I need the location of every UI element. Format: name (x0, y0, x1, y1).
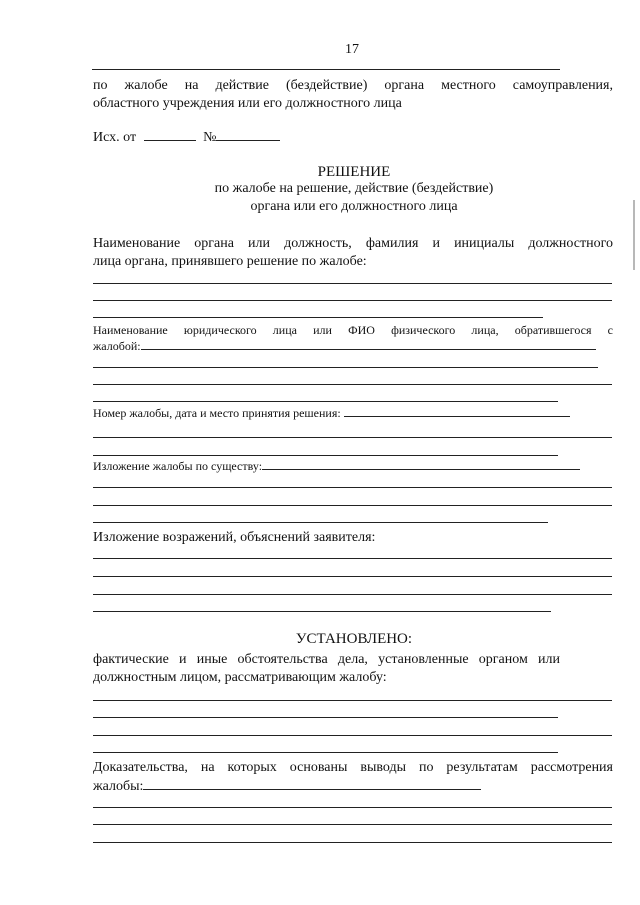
evidence-fill-line[interactable] (93, 842, 612, 843)
applicant-inline-field[interactable] (141, 339, 596, 350)
header-line-2: областного учреждения или его должностного лица (93, 96, 402, 111)
complaint-essence-row (93, 459, 580, 474)
evidence-fill-line[interactable] (93, 824, 612, 825)
established-fill-line[interactable] (93, 752, 558, 753)
decision-subtitle-1: по жалобе на решение, действие (бездействие) (214, 181, 494, 196)
outgoing-prefix: Исх. от (93, 130, 137, 145)
established-fill-line[interactable] (93, 717, 558, 718)
authority-fill-line[interactable] (93, 283, 612, 284)
complaint-number-row (93, 406, 570, 421)
established-title: УСТАНОВЛЕНО: (295, 631, 413, 647)
page-number: 17 (345, 42, 359, 57)
objections-fill-line[interactable] (93, 558, 612, 559)
authority-fill-line[interactable] (93, 300, 612, 301)
header-rule (92, 69, 560, 70)
outgoing-number-sign: № (203, 130, 217, 145)
authority-fill-line[interactable] (93, 317, 543, 318)
applicant-fill-line[interactable] (93, 367, 598, 368)
evidence-inline-field[interactable] (143, 777, 481, 790)
applicant-label-line-2 (93, 339, 596, 354)
evidence-line-2 (93, 777, 481, 796)
complaint-essence-fill-line[interactable] (93, 487, 612, 488)
header-line-1: по жалобе на действие (бездействие) органа местного самоуправления, (93, 78, 613, 93)
objections-fill-line[interactable] (93, 576, 612, 577)
applicant-fill-line[interactable] (93, 384, 612, 385)
established-fill-line[interactable] (93, 735, 612, 736)
applicant-label-text: жалобой: (93, 339, 141, 353)
decision-title: РЕШЕНИЕ (317, 164, 391, 180)
applicant-fill-line[interactable] (93, 401, 558, 402)
complaint-essence-fill-line[interactable] (93, 522, 548, 523)
evidence-line-1: Доказательства, на которых основаны выводы по результатам рассмотрения (93, 760, 613, 775)
complaint-essence-fill-line[interactable] (93, 505, 612, 506)
objections-fill-line[interactable] (93, 611, 551, 612)
complaint-number-field[interactable] (344, 406, 570, 417)
objections-label: Изложение возражений, объяснений заявителя: (93, 530, 376, 545)
established-fill-line[interactable] (93, 700, 612, 701)
complaint-number-fill-line[interactable] (93, 455, 558, 456)
complaint-number-fill-line[interactable] (93, 437, 612, 438)
applicant-label-line-1: Наименование юридического лица или ФИО физического лица, обратившегося с (93, 323, 613, 337)
objections-fill-line[interactable] (93, 594, 612, 595)
established-line-1: фактические и иные обстоятельства дела, установленные органом или (93, 652, 560, 667)
evidence-fill-line[interactable] (93, 807, 612, 808)
outgoing-number-field[interactable] (216, 128, 280, 141)
outgoing-ref (93, 128, 280, 147)
decision-subtitle-2: органа или его должностного лица (250, 199, 458, 214)
complaint-number-label: Номер жалобы, дата и место принятия решения: (93, 406, 341, 420)
complaint-essence-label: Изложение жалобы по существу: (93, 459, 263, 473)
evidence-label-text: жалобы: (93, 779, 144, 794)
scan-edge-mark (633, 200, 635, 270)
established-line-2: должностным лицом, рассматривающим жалобу: (93, 670, 387, 685)
authority-label-line-2: лица органа, принявшего решение по жалобе: (93, 254, 367, 269)
outgoing-date-field[interactable] (144, 128, 196, 141)
complaint-essence-field[interactable] (262, 459, 580, 470)
authority-label-line-1: Наименование органа или должность, фамилия и инициалы должностного (93, 236, 613, 251)
